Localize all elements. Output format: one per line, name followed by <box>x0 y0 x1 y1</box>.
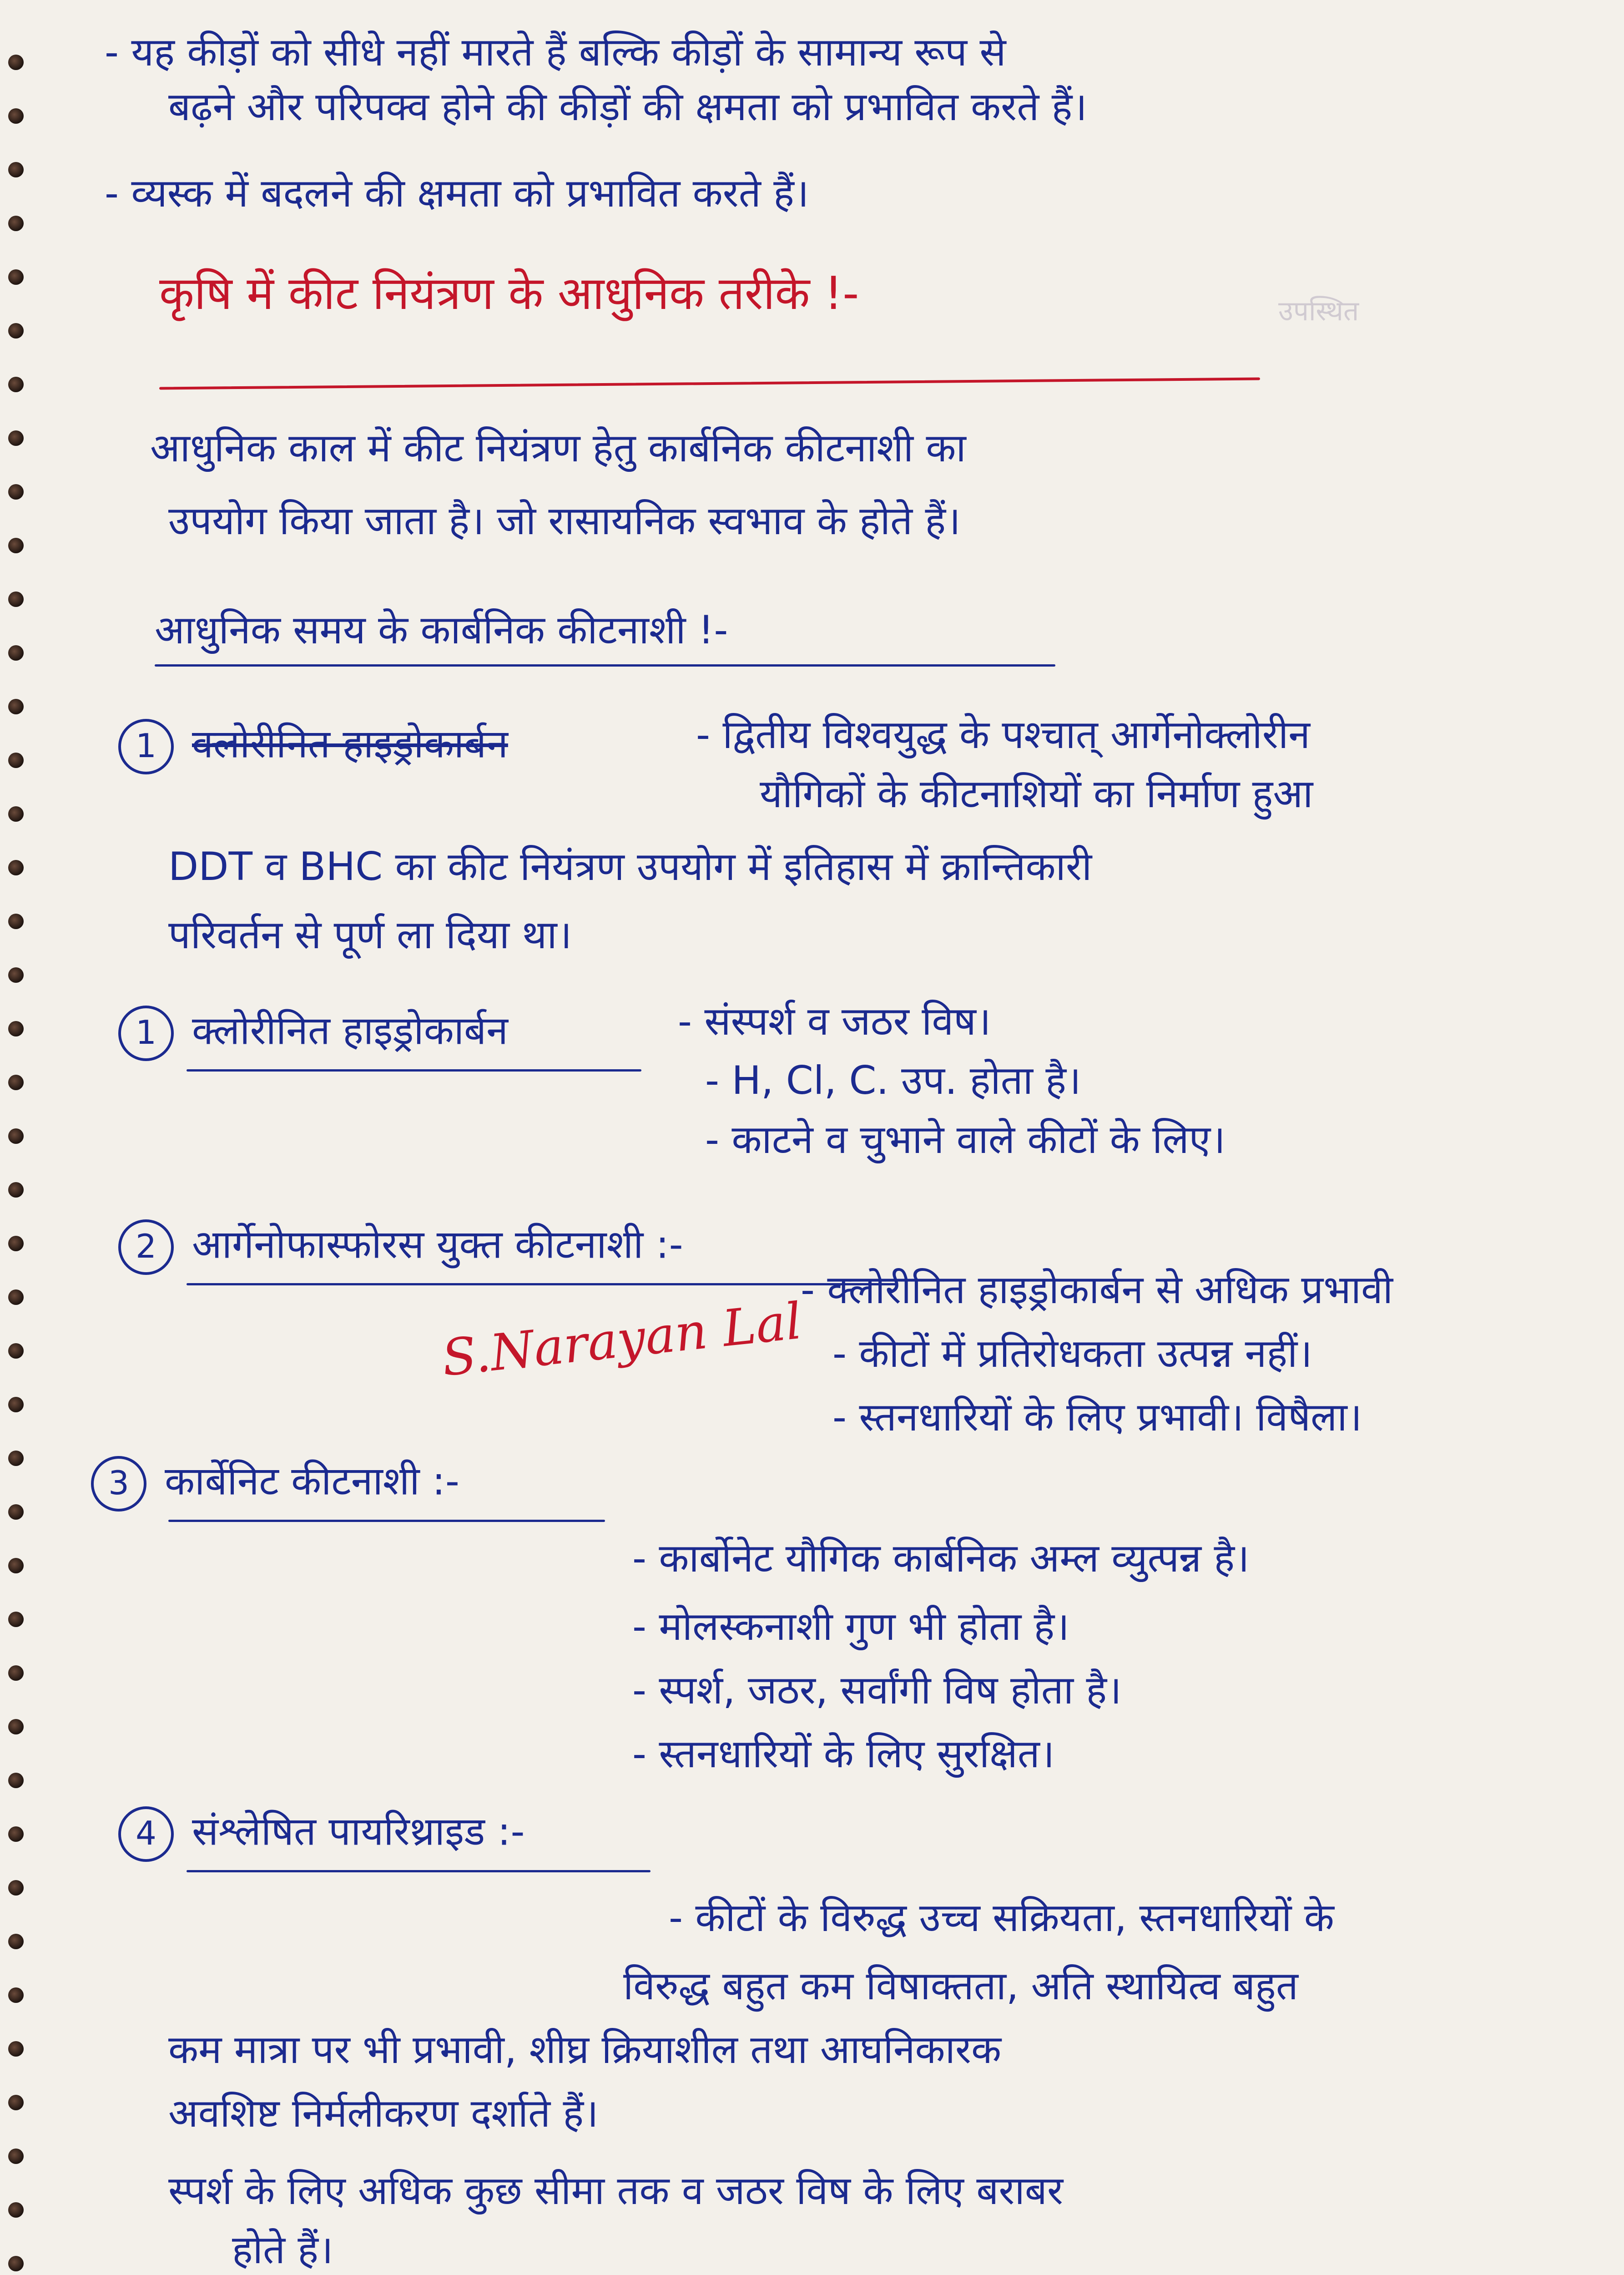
spiral-hole <box>8 1773 24 1788</box>
spiral-hole <box>8 2095 24 2110</box>
item1b-underline <box>187 1069 641 1072</box>
spiral-hole <box>8 1075 24 1090</box>
intro-line-2: बढ़ने और परिपक्व होने की कीड़ों की क्षमता को प्रभावित करते हैं। <box>168 84 1087 130</box>
para1-line-2: उपयोग किया जाता है। जो रासायनिक स्वभाव के होते हैं। <box>168 498 961 544</box>
spiral-hole <box>8 323 24 339</box>
spiral-hole <box>8 860 24 875</box>
item2-label: आर्गेनोफास्फोरस युक्त कीटनाशी :- <box>192 1222 683 1268</box>
section-heading: आधुनिक समय के कार्बनिक कीटनाशी !- <box>155 607 728 653</box>
spiral-hole <box>8 914 24 929</box>
spiral-hole <box>8 1719 24 1734</box>
title-underline <box>159 377 1260 389</box>
item4-line-4: अवशिष्ट निर्मलीकरण दर्शाते हैं। <box>168 2091 599 2136</box>
spiral-hole <box>8 269 24 285</box>
item4-line-5: स्पर्श के लिए अधिक कुछ सीमा तक व जठर विष के लिए बराबर <box>168 2168 1064 2214</box>
spiral-hole <box>8 538 24 553</box>
spiral-hole <box>8 2149 24 2164</box>
item1-number: 1 <box>118 719 174 774</box>
spiral-hole <box>8 1021 24 1036</box>
spiral-hole <box>8 2256 24 2271</box>
notebook-spiral <box>0 0 32 2275</box>
spiral-hole <box>8 592 24 607</box>
spiral-hole <box>8 216 24 231</box>
spiral-hole <box>8 1397 24 1412</box>
item1-label: क्लोरीनित हाइड्रोकार्बन <box>192 721 508 767</box>
item1b-label: क्लोरीनित हाइड्रोकार्बन <box>192 1008 508 1054</box>
spiral-hole <box>8 1987 24 2003</box>
spiral-hole <box>8 1934 24 1949</box>
intro-line-3: - व्यस्क में बदलने की क्षमता को प्रभावित करते हैं। <box>105 171 809 216</box>
spiral-hole <box>8 484 24 500</box>
item3-number: 3 <box>91 1456 146 1512</box>
spiral-hole <box>8 699 24 714</box>
spiral-hole <box>8 1826 24 1842</box>
spiral-hole <box>8 753 24 768</box>
spiral-hole <box>8 430 24 446</box>
spiral-hole <box>8 55 24 70</box>
spiral-hole <box>8 1451 24 1466</box>
item4-line-2: विरुद्ध बहुत कम विषाक्तता, अति स्थायित्व बहुत <box>623 1963 1298 2009</box>
item1b-point-2: - H, Cl, C. उप. होता है। <box>705 1058 1081 1103</box>
item2-number: 2 <box>118 1219 174 1275</box>
spiral-hole <box>8 967 24 983</box>
spiral-hole <box>8 377 24 392</box>
item2-point-1: - क्लोरीनित हाइड्रोकार्बन से अधिक प्रभावी <box>801 1267 1393 1313</box>
item4-number: 4 <box>118 1806 174 1862</box>
item3-point-4: - स्तनधारियों के लिए सुरक्षित। <box>632 1731 1055 1777</box>
notebook-page <box>50 0 1606 2275</box>
spiral-hole <box>8 1612 24 1627</box>
spiral-hole <box>8 1880 24 1896</box>
bleed-through-text: उपस्थित <box>1278 295 1359 327</box>
spiral-hole <box>8 1236 24 1251</box>
item2-point-2: - कीटों में प्रतिरोधकता उत्पन्न नहीं। <box>832 1331 1312 1376</box>
item3-point-3: - स्पर्श, जठर, सर्वांगी विष होता है। <box>632 1668 1122 1713</box>
spiral-hole <box>8 1343 24 1359</box>
spiral-hole <box>8 1182 24 1198</box>
section-heading-underline <box>155 664 1055 667</box>
item3-point-1: - कार्बोनेट यौगिक कार्बनिक अम्ल व्युत्पन्न है। <box>632 1536 1250 1581</box>
item3-point-2: - मोलस्कनाशी गुण भी होता है। <box>632 1604 1069 1649</box>
item1b-point-1: - संस्पर्श व जठर विष। <box>678 999 991 1044</box>
intro-line-1: - यह कीड़ों को सीधे नहीं मारते हैं बल्कि कीड़ों के सामान्य रूप से <box>105 30 1006 75</box>
page-title: कृषि में कीट नियंत्रण के आधुनिक तरीके !- <box>159 267 859 320</box>
item1b-heading <box>118 1006 508 1061</box>
item3-heading <box>91 1456 459 1512</box>
spiral-hole <box>8 1289 24 1305</box>
item1-text-b: यौगिकों के कीटनाशियों का निर्माण हुआ <box>760 771 1313 817</box>
item4-line-1: - कीटों के विरुद्ध उच्च सक्रियता, स्तनधारियों के <box>669 1895 1334 1941</box>
spiral-hole <box>8 806 24 822</box>
spiral-hole <box>8 1504 24 1520</box>
item1b-number: 1 <box>118 1006 174 1061</box>
para1-line-1: आधुनिक काल में कीट नियंत्रण हेतु कार्बनिक कीटनाशी का <box>150 425 966 471</box>
spiral-hole <box>8 645 24 661</box>
spiral-hole <box>8 108 24 124</box>
item2-point-3: - स्तनधारियों के लिए प्रभावी। विषैला। <box>832 1395 1362 1440</box>
item3-underline <box>168 1520 605 1522</box>
spiral-hole <box>8 2041 24 2057</box>
signature: S.Narayan Lal <box>439 1291 805 1388</box>
item2-underline <box>187 1283 896 1285</box>
spiral-hole <box>8 1128 24 1144</box>
item4-heading <box>118 1806 525 1862</box>
spiral-hole <box>8 2202 24 2218</box>
item4-line-6: होते हैं। <box>232 2227 333 2273</box>
spiral-hole <box>8 1558 24 1573</box>
item2-heading <box>118 1219 683 1275</box>
item3-label: कार्बेनिट कीटनाशी :- <box>165 1458 459 1504</box>
item1-text-a: - द्वितीय विश्वयुद्ध के पश्चात् आर्गेनोक्लोरीन <box>696 712 1310 758</box>
item1-text-c: DDT व BHC का कीट नियंत्रण उपयोग में इतिहास में क्रान्तिकारी <box>168 844 1092 890</box>
item4-underline <box>187 1870 651 1872</box>
spiral-hole <box>8 1665 24 1681</box>
item4-line-3: कम मात्रा पर भी प्रभावी, शीघ्र क्रियाशील तथा आघनिकारक <box>168 2027 1002 2073</box>
item1-text-d: परिवर्तन से पूर्ण ला दिया था। <box>168 912 572 958</box>
item1-heading <box>118 719 508 774</box>
item1b-point-3: - काटने व चुभाने वाले कीटों के लिए। <box>705 1117 1226 1163</box>
spiral-hole <box>8 162 24 177</box>
item4-label: संश्लेषित पायरिथ्राइड :- <box>192 1809 525 1855</box>
